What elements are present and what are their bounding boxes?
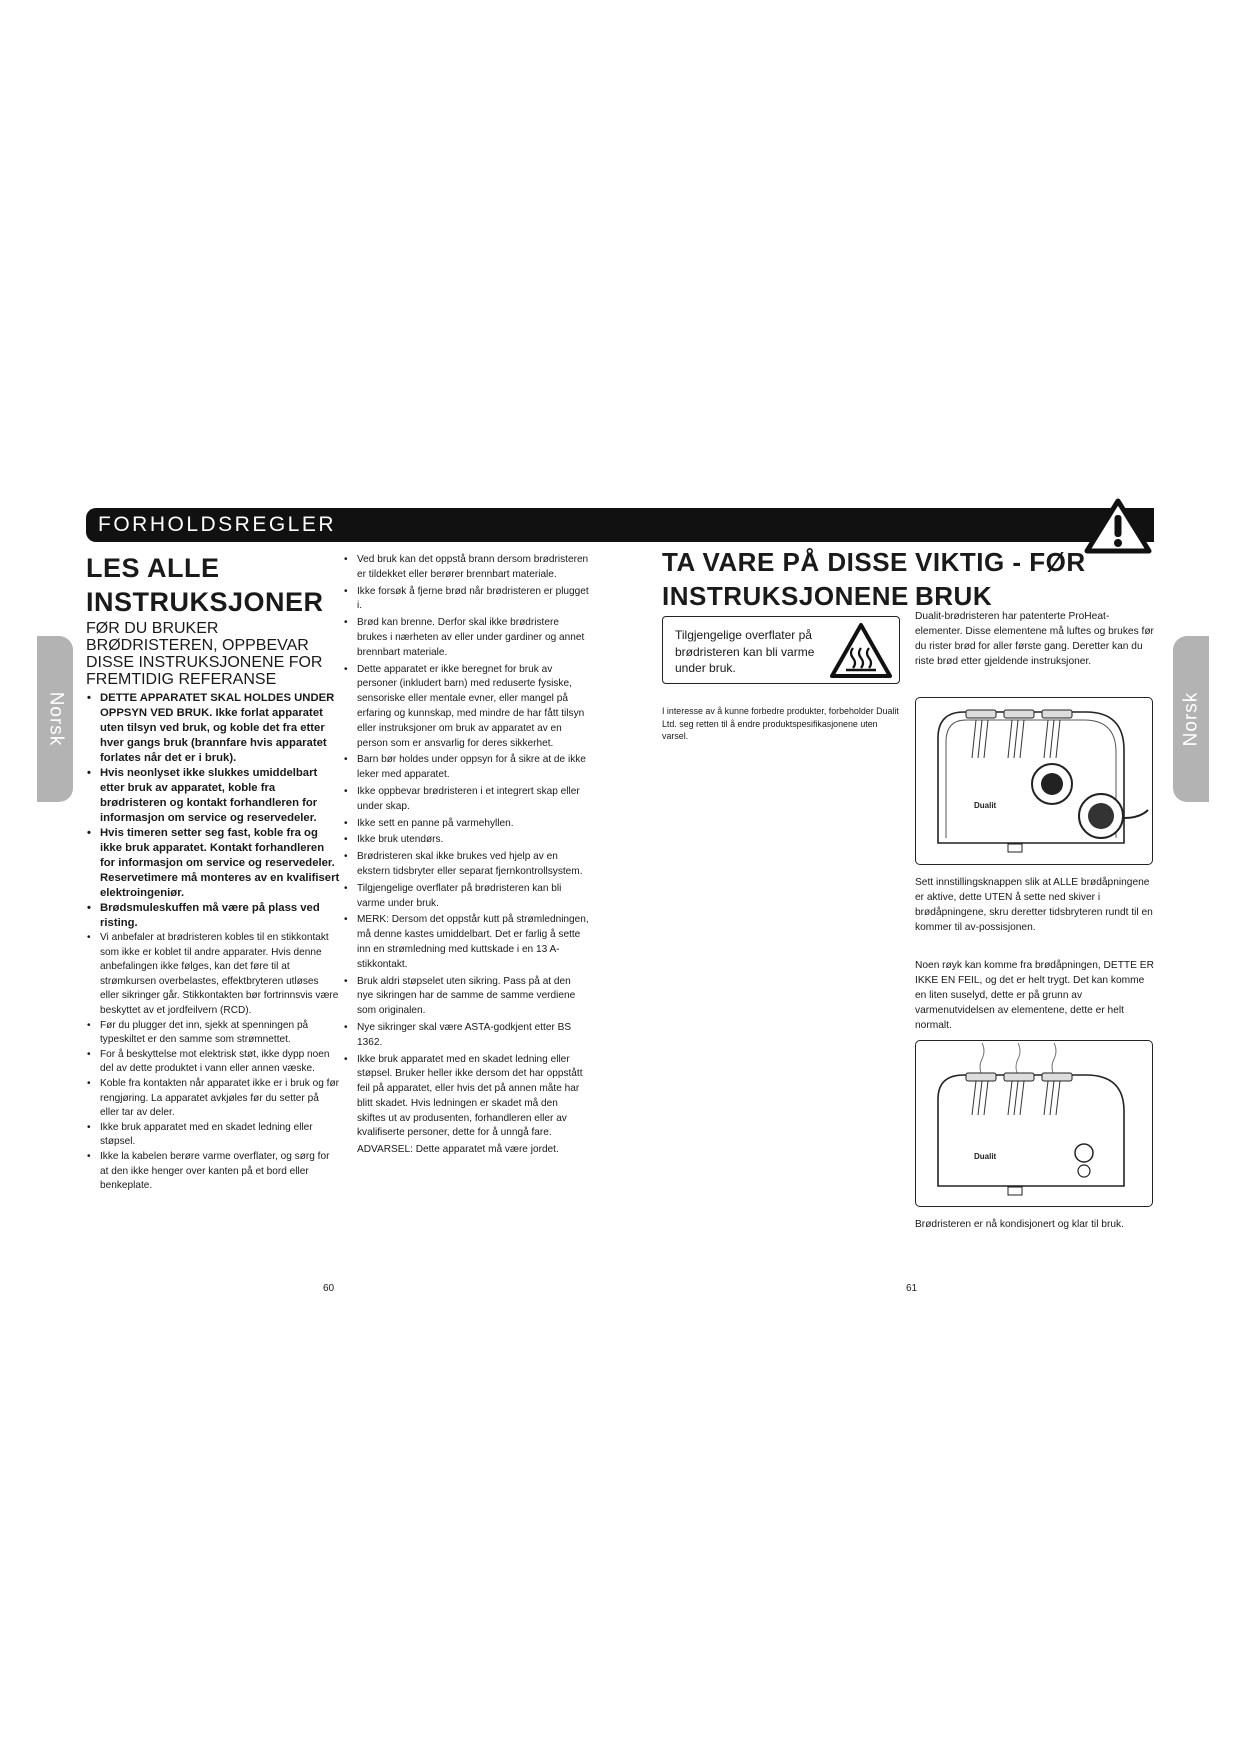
fine-print: I interesse av å kunne forbedre produkter, forbeholder Dualit Ltd. seg retten til å endre produktspesifikasjonene uten varsel. [662,706,899,741]
list-item: • Dette apparatet er ikke beregnet for bruk av personer (inkludert barn) med reduserte fysiske, sensoriske eller mentale evner, eller mangel på erfaring og kunnskap, med mindre de har fått tilsyn eller instruksjoner om bruk av apparatet av en person som er ansvarlig for deres sikkerhet. [343,663,589,752]
warning-note: ADVARSEL: Dette apparatet må være jordet. [357,1144,559,1156]
toaster-icon [916,1041,1152,1206]
list-item: • Hvis neonlyset ikke slukkes umiddelbart etter bruk av apparatet, koble fra brødristeren og kontakt forhandleren for informasjon om service og reservedeler. [86,766,340,826]
instruction-paragraph-2: Noen røyk kan komme fra brødåpningen, DETTE ER IKKE EN FEIL, og det er helt trygt. Det kan komme en liten suselyd, dette er på grunn av varmenutvidelsen av elementene, dette er helt normalt. [915,960,1154,1031]
list-item: • Ikke la kabelen berøre varme overflater, og sørg for at den ikke henger over kanten på et bord eller benkeplate. [86,1150,340,1194]
list-item: • Ikke oppbevar brødristeren i et integrert skap eller under skap. [343,785,589,815]
hot-surface-warning-text: Tilgjengelige overflater på brødristeren kan bli varme under bruk. [675,628,815,675]
list-item: • For å beskyttelse mot elektrisk støt, ikke dypp noen del av dette produktet i vann eller annen væske. [86,1048,340,1077]
brand-label: Dualit [974,1152,997,1161]
hot-surface-warning-box [662,616,900,684]
toaster-illustration-dials [915,697,1153,865]
heading-important: VIKTIG - FØR BRUK [915,547,1086,611]
list-item: • DETTE APPARATET SKAL HOLDES UNDER OPPSYN VED BRUK. Ikke forlat apparatet uten tilsyn ved bruk, og koble det fra etter hver gangs bruk (brannfare hvis apparatet forlates når det er i bruk). [86,691,340,766]
safety-list-2 [343,553,589,1160]
brand-label: Dualit [974,801,997,810]
list-item: • Brød kan brenne. Derfor skal ikke brødristere brukes i nærheten av eller under gardiner og annet brennbart materiale. [343,616,589,660]
list-item: • Ved bruk kan det oppstå brann dersom brødristeren er tildekket eller berører brennbart materiale. [343,553,589,583]
safety-list [86,691,340,1194]
heading-read-all: LES ALLE INSTRUKSJONER [86,553,324,617]
subheading: FØR DU BRUKER BRØDRISTEREN, OPPBEVAR DISSE INSTRUKSJONENE FOR FREMTIDIG REFERANSE [86,620,323,688]
instruction-paragraph-3: Brødristeren er nå kondisjonert og klar til bruk. [915,1219,1124,1230]
list-item: • Koble fra kontakten når apparatet ikke er i bruk og før rengjøring. La apparatet avkjøles før du setter på eller tar av deler. [86,1077,340,1121]
list-item: • Brødristeren skal ikke brukes ved hjelp av en ekstern tidsbryter eller separat fjernkontrollsystem. [343,850,589,880]
list-item: • Tilgjengelige overflater på brødristeren kan bli varme under bruk. [343,882,589,912]
list-item: • Bruk aldri støpselet uten sikring. Pass på at den nye sikringen har de samme de samme verdiene som originalen. [343,975,589,1019]
list-item: • Brødsmuleskuffen må være på plass ved risting. [86,901,340,931]
page-number-left: 60 [323,1283,335,1294]
list-item: • Ikke bruk apparatet med en skadet ledning eller støpsel. [86,1121,340,1150]
list-item: • Vi anbefaler at brødristeren kobles til en stikkontakt som ikke er koblet til andre apparater. Hvis denne anbefalingen ikke følges, kan det føre til at strømkursen overbelastes, effektbryteren utløses eller sikringer går. Stikkontakten bør fortrinnsvis være beskyttet av et jordfeilvern (RCD). [86,931,340,1019]
list-item: • MERK: Dersom det oppstår kutt på strømledningen, må denne kastes umiddelbart. Det er farlig å sette inn en strømledning med kuttskade i en 13 A-stikkontakt. [343,913,589,972]
list-item: • Ikke forsøk å fjerne brød når brødristeren er plugget i. [343,585,589,615]
language-label: Norsk [45,691,66,747]
page-number-right: 61 [906,1283,918,1294]
language-tab-left [37,636,73,802]
list-item: • Ikke sett en panne på varmehyllen. [343,817,589,832]
section-title: FORHOLDSREGLER [98,513,337,536]
toaster-illustration-steam [915,1040,1153,1207]
intro-paragraph: Dualit-brødristeren har patenterte ProHeat-elementer. Disse elementene må luftes og brukes før du rister brød for aller første gang. Deretter kan du riste brød etter gjeldende instruksjoner. [915,611,1154,667]
language-tab-right [1173,636,1209,802]
instruction-paragraph-1: Sett innstillingsknappen slik at ALLE brødåpningene er aktive, dette UTEN å sette ned skiver i brødåpningene, skru deretter tidsbryteren rundt til en kommer til av-possisjonen. [915,877,1153,933]
toaster-icon [916,698,1152,864]
heading-keep-instructions: TA VARE PÅ DISSE INSTRUKSJONENE [662,547,909,611]
list-item: • Barn bør holdes under oppsyn for å sikre at de ikke leker med apparatet. [343,753,589,783]
list-item: • Ikke bruk apparatet med en skadet ledning eller støpsel. Bruker heller ikke dersom det har oppstått feil på apparatet, eller hvis det på annen måte har blitt skadet. Hvis ledningen er skadet må den skiftes ut av produsenten, forhandleren eller av kvalifiserte personer, dette for å unngå fare. [343,1053,589,1142]
list-item: • Hvis timeren setter seg fast, koble fra og ikke bruk apparatet. Kontakt forhandleren for informasjon om service og reservedeler. Reservetimere må monteres av en kvalifisert elektroingeniør. [86,826,340,901]
hot-surface-icon [829,622,893,680]
list-item: • Nye sikringer skal være ASTA-godkjent etter BS 1362. [343,1021,589,1051]
list-item: • Ikke bruk utendørs. [343,833,589,848]
list-item: • Før du plugger det inn, sjekk at spenningen på typeskiltet er den samme som strømnettet. [86,1019,340,1048]
language-label: Norsk [1180,691,1201,747]
